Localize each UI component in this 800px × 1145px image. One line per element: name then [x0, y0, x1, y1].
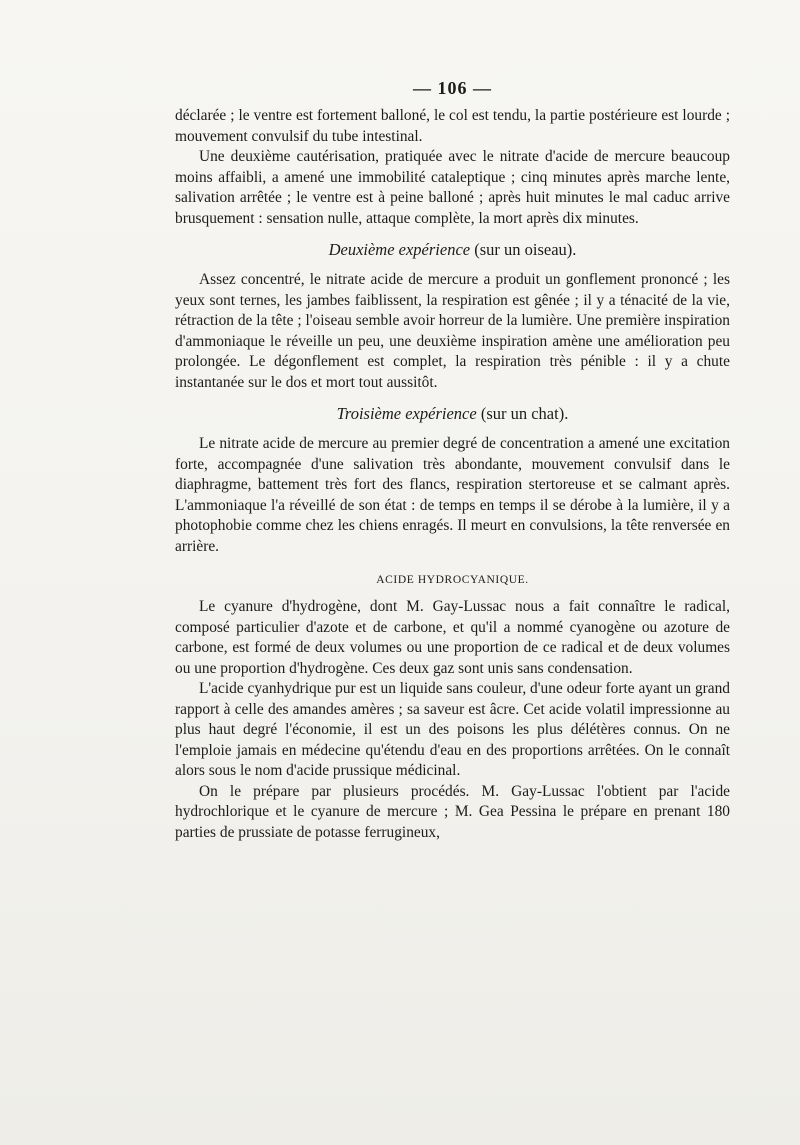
- heading-troisieme-italic: Troisième expérience: [336, 404, 477, 423]
- paragraph-preparation: On le prépare par plusieurs procédés. M. Gay-Lussac l'obtient par l'acide hydrochlorique et le cyanure de mercure ; M. Gea Pessina le prépare en prenant 180 parties de prussiate de potasse ferrugineux,: [175, 782, 730, 841]
- paragraph-chat: Le nitrate acide de mercure au premier degré de concentration a amené une excitation forte, accompagnée d'une salivation très abondante, mouvement convulsif dans le diaphragme, battement très fort des flancs, respiration stertoreuse et se calmant après. L'ammoniaque l'a réveillé de son état : de temps en temps il se dérobe à la lumière, il y a photophobie comme chez les chiens enragés. Il meurt en convulsions, la tête renversée en arrière.: [175, 435, 730, 555]
- paragraph-continuation: déclarée ; le ventre est fortement balloné, le col est tendu, la partie postérieure est lourde ; mouvement convulsif du tube intestinal.: [175, 107, 730, 145]
- heading-troisieme-rest: (sur un chat).: [476, 404, 569, 423]
- section-title-acide-hydrocyanique: ACIDE HYDROCYANIQUE.: [376, 574, 529, 586]
- paragraph-oiseau: Assez concentré, le nitrate acide de mercure a produit un gonflement prononcé ; les yeux sont ternes, les jambes faiblissent, la respiration est gênée ; il y a ténacité de la vie, rétraction de la tête ; l'oiseau semble avoir horreur de la lumière. Une première inspiration d'ammoniaque le réveille un peu, une deuxième inspiration amène une amélioration peu prolongée. Le dégonflement est complet, la respiration très pénible : il y a chute instantanée sur le dos et mort tout aussitôt.: [175, 271, 730, 391]
- paragraph-second-cauterisation: Une deuxième cautérisation, pratiquée avec le nitrate d'acide de mercure beaucoup moins affaibli, a amené une immobilité cataleptique ; cinq minutes après marche lente, salivation arrêtée ; le ventre est à peine balloné ; après huit minutes le mal caduc arrive brusquement : sensation nulle, attaque complète, la mort après dix minutes.: [175, 148, 730, 227]
- heading-deuxieme-rest: (sur un oiseau).: [470, 240, 577, 259]
- text-block: [175, 76, 730, 843]
- heading-deuxieme-experience: [175, 239, 730, 261]
- heading-troisieme-experience: [175, 403, 730, 425]
- page-number: — 106 —: [413, 78, 492, 98]
- paragraph-acide-cyanhydrique: L'acide cyanhydrique pur est un liquide sans couleur, d'une odeur forte ayant un grand rapport à celle des amandes amères ; sa saveur est âcre. Cet acide volatil impressionne au plus haut degré l'économie, il est un des poisons les plus délétères connus. On ne l'emploie jamais en médecine qu'étendu d'eau en des proportions arrêtées. On le connaît alors sous le nom d'acide prussique médicinal.: [175, 680, 730, 779]
- paragraph-cyanure: Le cyanure d'hydrogène, dont M. Gay-Lussac nous a fait connaître le radical, composé particulier d'azote et de carbone, et qu'il a nommé cyanogène ou azoture de carbone, est formé de deux volumes ou une proportion de ce radical et de deux volumes ou une proportion d'hydrogène. Ces deux gaz sont unis sans condensation.: [175, 598, 730, 677]
- heading-deuxieme-italic: Deuxième expérience: [328, 240, 471, 259]
